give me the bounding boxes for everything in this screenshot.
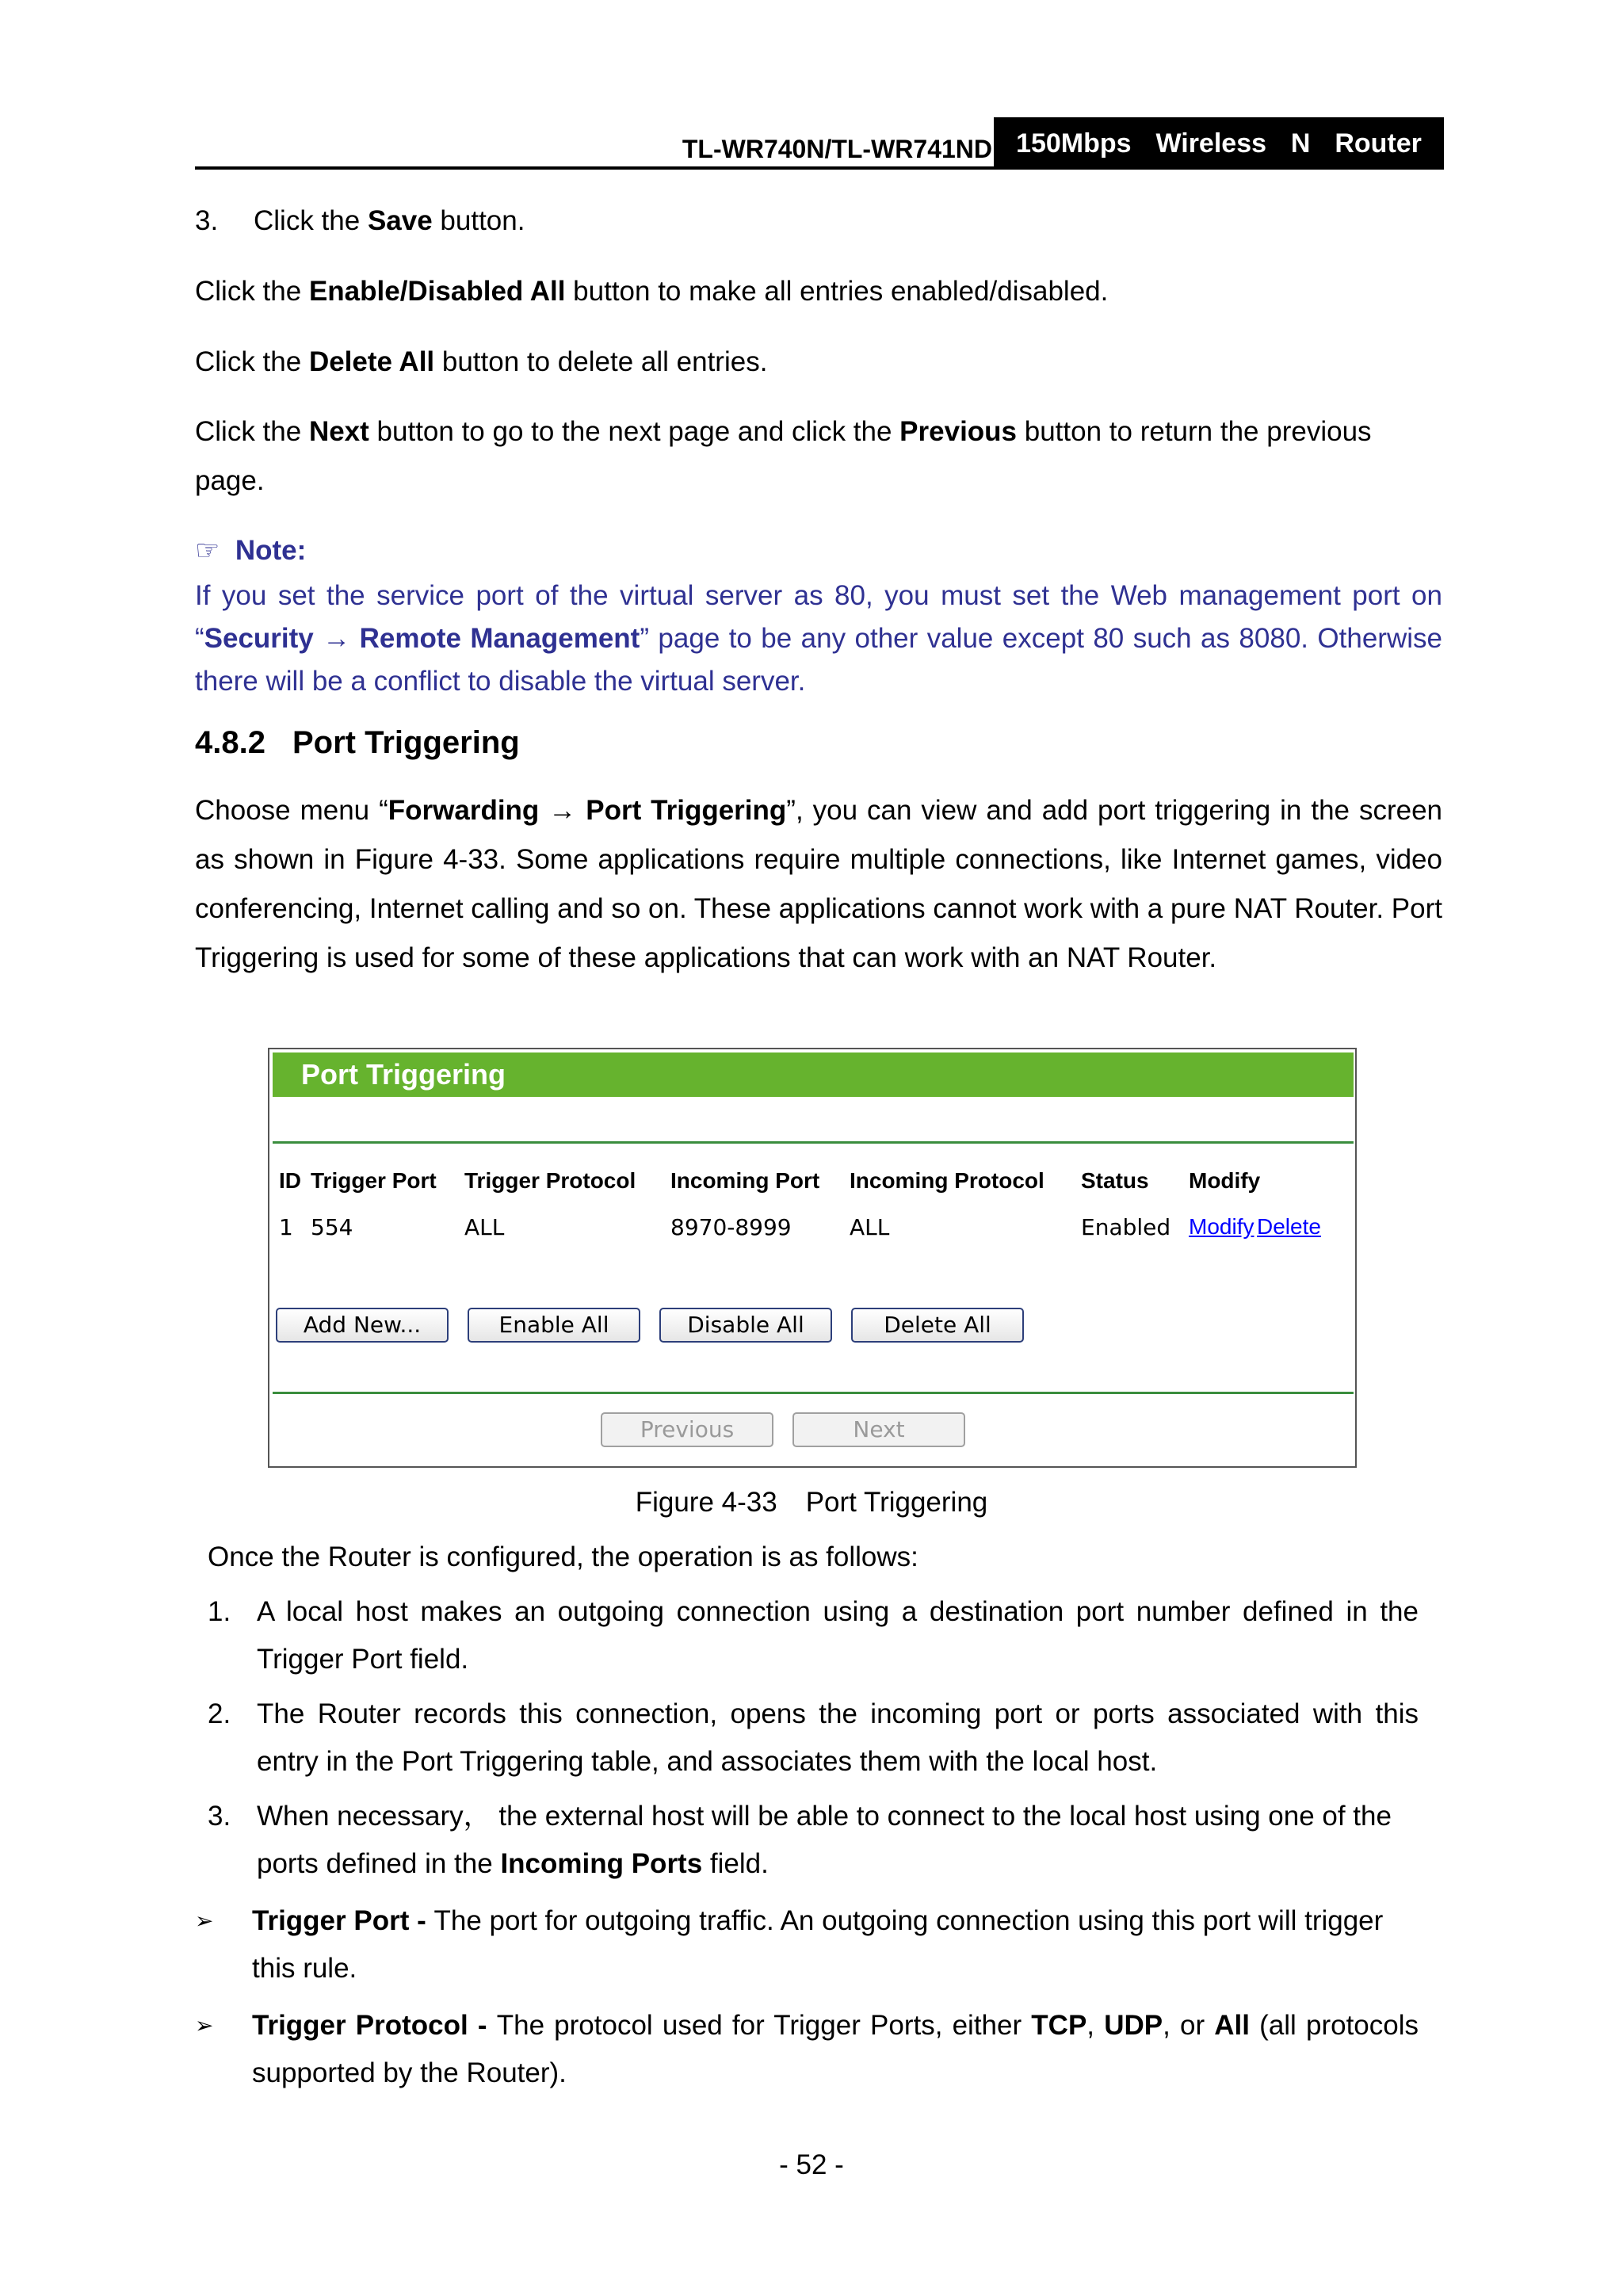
header-model: TL-WR740N/TL-WR741ND <box>682 135 992 163</box>
cell-incoming-port: 8970-8999 <box>670 1214 792 1240</box>
text: Click the <box>195 346 309 377</box>
cell-id: 1 <box>279 1214 293 1240</box>
step-number: 3. <box>195 205 219 236</box>
arrow: → <box>539 795 586 826</box>
bold-text: Remote Management <box>359 623 640 654</box>
list-text <box>208 1793 1419 1888</box>
cell-trigger-port: 554 <box>311 1214 353 1240</box>
text: button. <box>432 205 525 236</box>
text: (all protocols supported by the Router). <box>252 2010 1419 2088</box>
list-number: 1. <box>208 1596 231 1627</box>
term: Trigger Protocol - <box>252 2010 497 2041</box>
figure-title-bar: Port Triggering <box>273 1052 1354 1097</box>
definition-text <box>195 2002 1419 2097</box>
column-header-trigger-protocol: Trigger Protocol <box>464 1168 636 1193</box>
note-text <box>195 575 1442 703</box>
list-number: 2. <box>208 1698 231 1729</box>
list-item <box>208 1793 1419 1888</box>
text: button to delete all entries. <box>434 346 768 377</box>
bold-text: Next <box>308 416 369 447</box>
disable-all-button[interactable]: Disable All <box>659 1308 832 1343</box>
note-heading <box>195 526 1442 575</box>
list-item <box>208 1690 1419 1786</box>
text: If you set the service port of the virtual server as 80, you must set the Web management port on “ <box>195 580 1442 654</box>
column-header-modify: Modify <box>1189 1168 1261 1193</box>
list-text: The Router records this connection, opens the incoming port or ports associated with this entry in the Port Triggering table, and associates them with the local host. <box>257 1698 1419 1777</box>
column-header-trigger-port: Trigger Port <box>311 1168 437 1193</box>
column-header-status: Status <box>1081 1168 1149 1193</box>
figure-caption <box>0 1487 1623 1519</box>
add-new-button[interactable]: Add New... <box>276 1308 449 1343</box>
bold-text: Enable/Disabled All <box>308 276 566 307</box>
step-save <box>195 197 1442 246</box>
intro-paragraph <box>195 786 1442 983</box>
column-header-incoming-port: Incoming Port <box>670 1168 820 1193</box>
text: button to return the previous page. <box>195 416 1372 496</box>
bold-text: Delete All <box>308 346 435 377</box>
list-number: 3. <box>208 1801 231 1832</box>
section-number: 4.8.2 <box>195 725 265 760</box>
text: Click the <box>254 205 368 236</box>
delete-link[interactable]: Delete <box>1257 1214 1321 1239</box>
text: , or <box>1163 2010 1215 2041</box>
header-product-box <box>994 117 1444 170</box>
text: ”, you can view and add port triggering in the screen as shown in Figure 4-33. Some applications require multiple connections, like Internet games, video conferencing, Internet calling and so on. These applications cannot work with a pure NAT Router. Port Triggering is used for some of these applications that can work with an NAT Router. <box>195 795 1442 973</box>
bold-text: Forwarding <box>388 795 540 826</box>
bold-text: Previous <box>899 416 1018 447</box>
text: Choose menu “ <box>195 795 388 826</box>
term: Trigger Port - <box>252 1905 434 1936</box>
bold-text: UDP <box>1104 2010 1163 2041</box>
column-header-incoming-protocol: Incoming Protocol <box>850 1168 1044 1193</box>
definition-text <box>195 1897 1419 1992</box>
next-button[interactable]: Next <box>792 1412 965 1447</box>
caption-number: Figure 4-33 <box>635 1487 777 1518</box>
bold-text: All <box>1214 2010 1250 2041</box>
definition-trigger-protocol <box>195 2002 1419 2097</box>
text: When necessary， the external host will be able to connect to the local host using one of the ports defined in the <box>257 1801 1392 1879</box>
list-text: A local host makes an outgoing connection using a destination port number defined in the Trigger Port field. <box>257 1596 1419 1675</box>
column-header-id: ID <box>279 1168 301 1193</box>
cell-incoming-protocol: ALL <box>850 1214 890 1240</box>
page-number: - 52 - <box>779 2149 844 2180</box>
page-header <box>195 117 1444 170</box>
arrow-bullet-icon: ➢ <box>195 1908 214 1933</box>
arrow: → <box>313 623 360 654</box>
definition-trigger-port <box>195 1897 1419 1992</box>
text: Click the <box>195 276 309 307</box>
header-product: 150Mbps Wireless N Router <box>1016 128 1422 159</box>
header-rule <box>195 166 1444 170</box>
text: button to make all entries enabled/disabled. <box>565 276 1109 307</box>
bold-text: Save <box>367 205 433 236</box>
text: button to go to the next page and click the <box>369 416 900 447</box>
text: , <box>1086 2010 1105 2041</box>
text: The protocol used for Trigger Ports, either <box>496 2010 1032 2041</box>
note-label: Note: <box>235 535 307 566</box>
delete-all-button[interactable]: Delete All <box>851 1308 1024 1343</box>
figure-divider <box>273 1392 1354 1394</box>
bold-text: Incoming Ports <box>500 1848 703 1879</box>
bold-text: TCP <box>1031 2010 1087 2041</box>
figure-divider <box>273 1141 1354 1144</box>
list-item <box>208 1588 1419 1683</box>
text: The port for outgoing traffic. An outgoing connection using this port will trigger this rule. <box>252 1905 1384 1984</box>
bold-text: Port Triggering <box>586 795 787 826</box>
previous-button[interactable]: Previous <box>601 1412 773 1447</box>
port-triggering-screenshot <box>268 1048 1357 1468</box>
operation-intro: Once the Router is configured, the operation is as follows: <box>208 1541 918 1572</box>
arrow-bullet-icon: ➢ <box>195 2013 214 2038</box>
para-next-previous <box>195 407 1442 506</box>
section-title <box>195 725 520 761</box>
section-name: Port Triggering <box>292 725 520 760</box>
text: ” page to be any other value except 80 such as 8080. Otherwise there will be a conflict to disable the virtual server. <box>195 623 1442 697</box>
modify-link[interactable]: Modify <box>1189 1214 1254 1239</box>
bold-text: Security <box>204 623 314 654</box>
cell-status: Enabled <box>1081 1214 1171 1240</box>
para-delete-all <box>195 338 1442 387</box>
text: Click the <box>195 416 309 447</box>
text: field. <box>702 1848 769 1879</box>
enable-all-button[interactable]: Enable All <box>468 1308 640 1343</box>
cell-trigger-protocol: ALL <box>464 1214 505 1240</box>
pointing-hand-icon: ☞ <box>195 535 220 566</box>
caption-title: Port Triggering <box>805 1487 988 1518</box>
para-enable-all <box>195 267 1442 316</box>
